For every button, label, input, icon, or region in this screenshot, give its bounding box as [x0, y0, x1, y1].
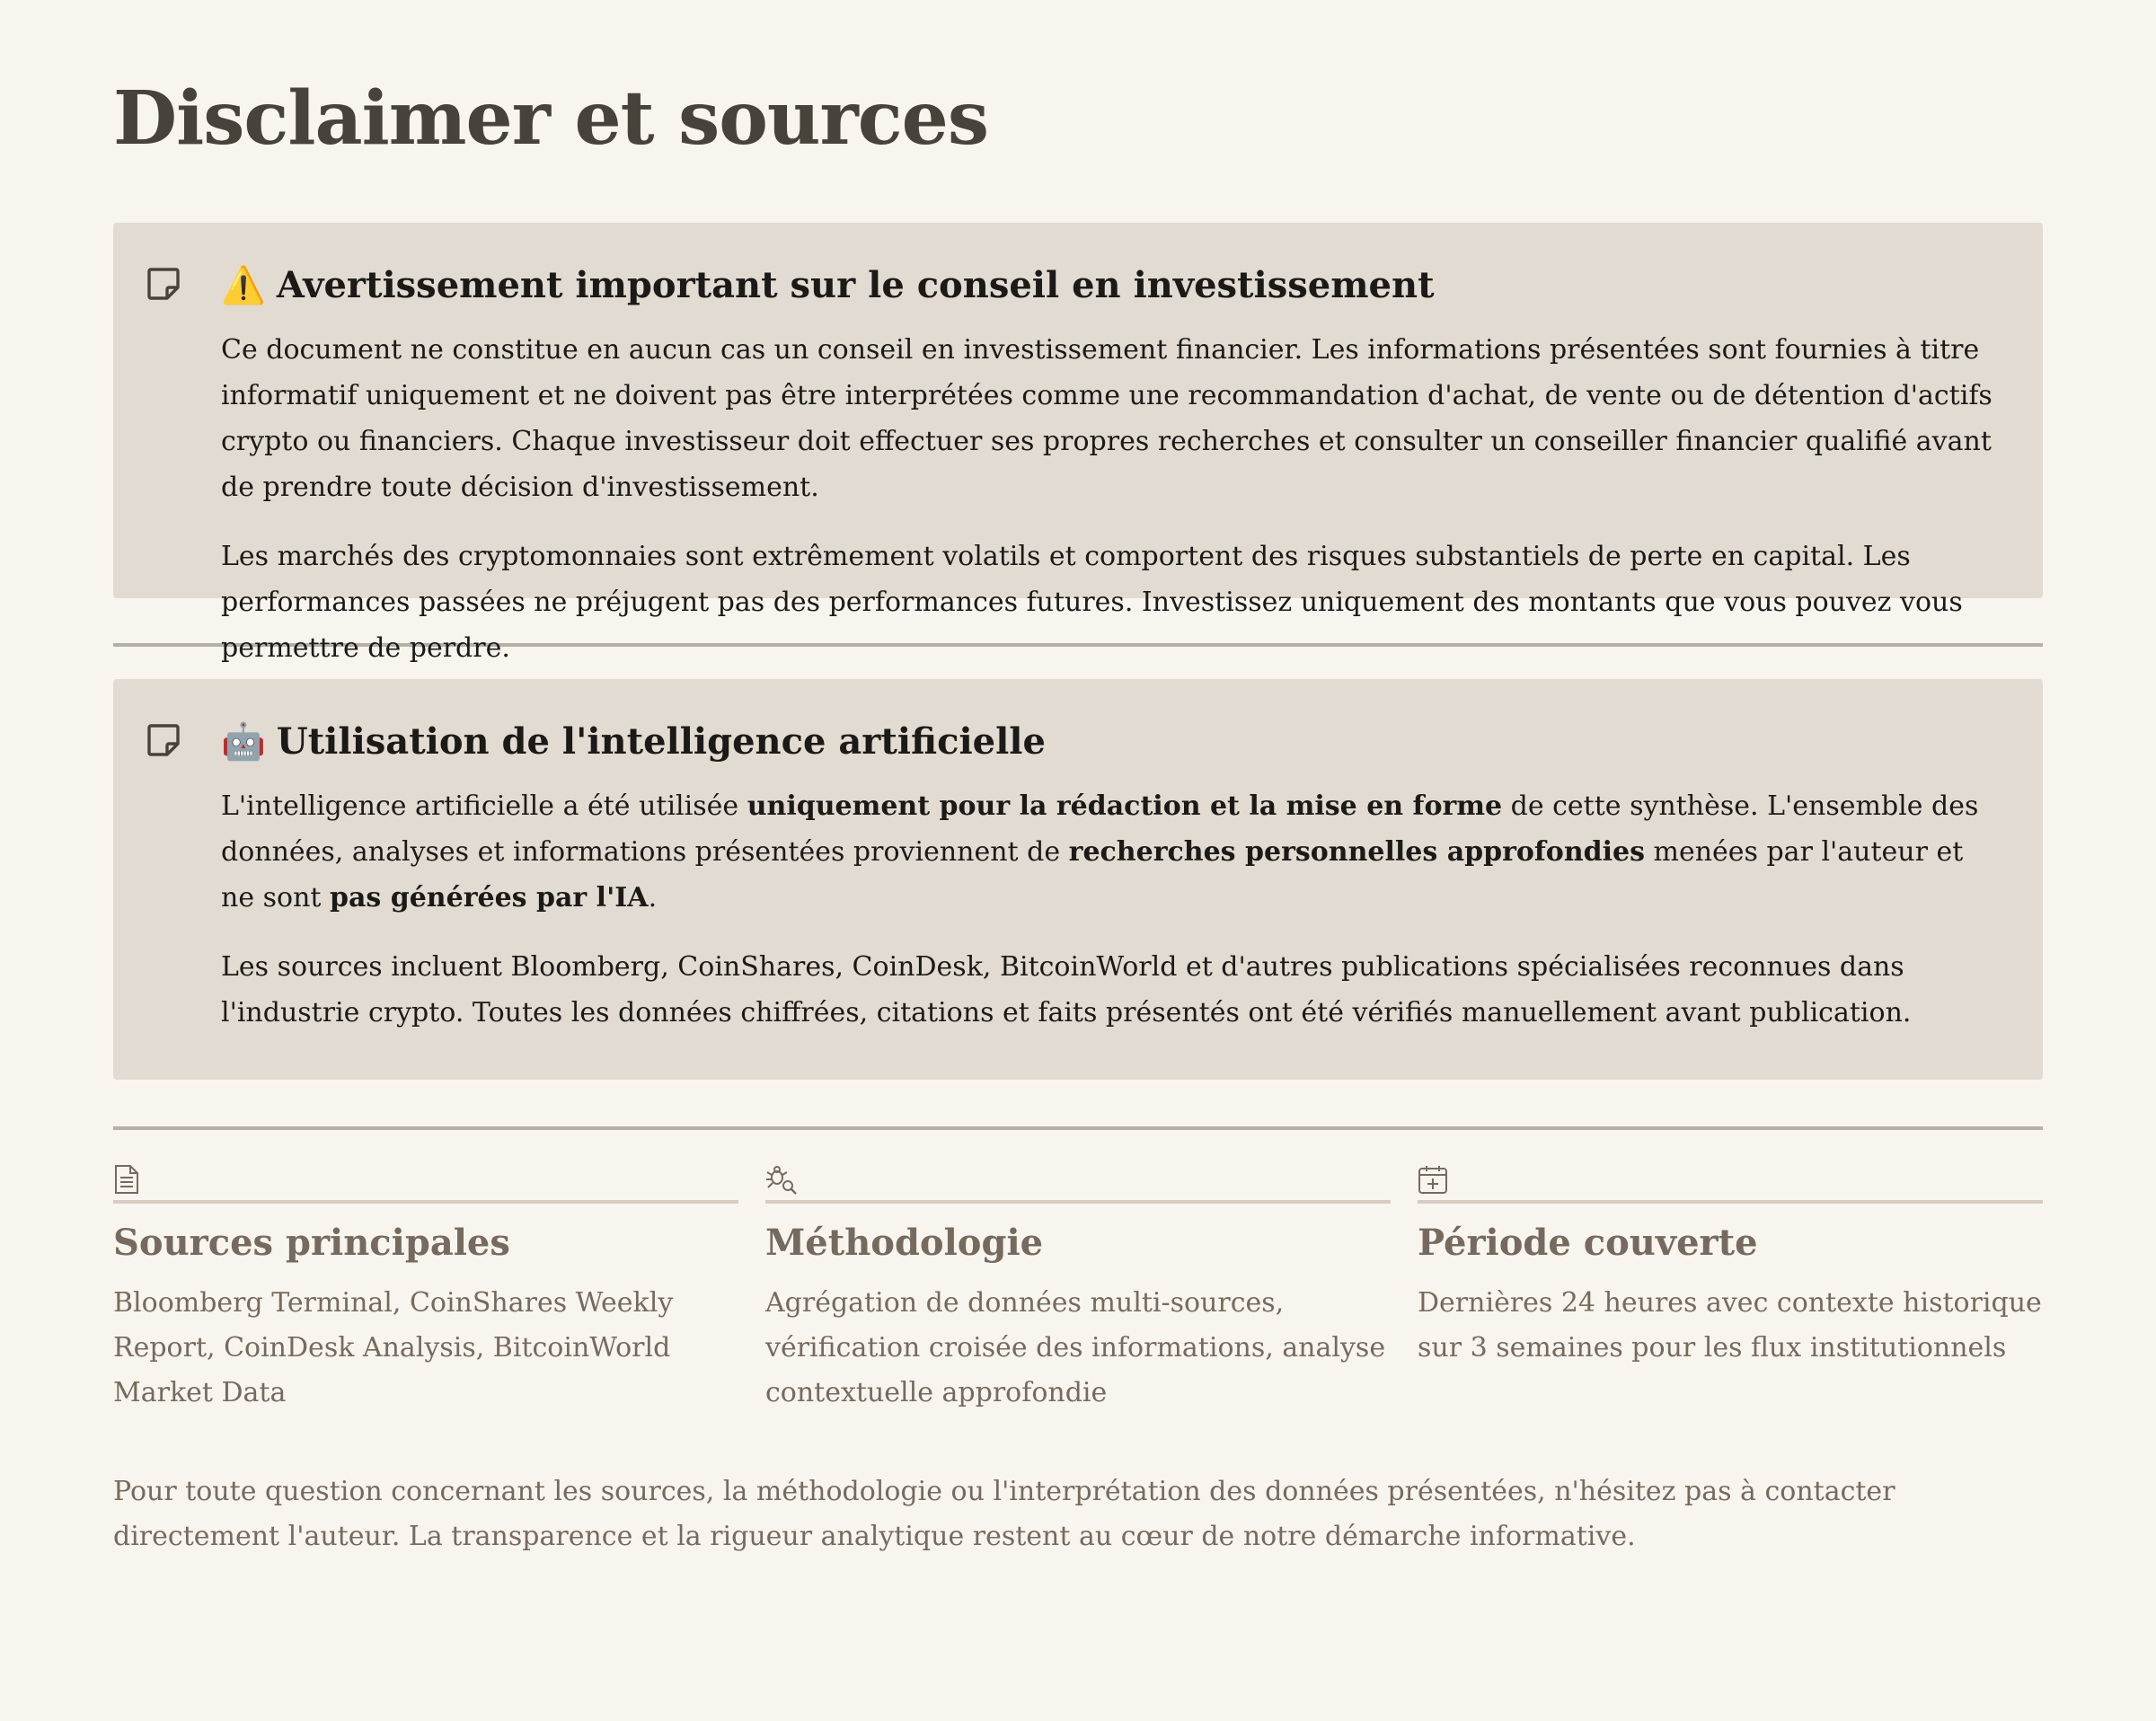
column-text: Dernières 24 heures avec contexte historique sur 3 semaines pour les flux institutionnels: [1418, 1287, 2042, 1364]
note-icon: [146, 260, 194, 564]
callout-heading: ⚠️ Avertissement important sur le conseil en investissement: [221, 264, 1435, 306]
column-title: Période couverte: [1418, 1222, 1758, 1264]
column-title: Sources principales: [113, 1222, 510, 1264]
column-text: Bloomberg Terminal, CoinShares Weekly Report, CoinDesk Analysis, BitcoinWorld Market Data: [113, 1287, 674, 1408]
bug-search-icon: [765, 1183, 798, 1200]
callout-paragraph: Ce document ne constitue en aucun cas un conseil en investissement financier. Les informations présentées sont fournies à titre informatif uniquement et ne doivent pas être interprétées comme une recommandation d'achat, de vente ou de détention d'actifs crypto ou financiers. Chaque investisseur doit effectuer ses propres recherches et consulter un conseiller financier qualifié avant de prendre toute décision d'investissement.: [221, 334, 1993, 503]
callout-paragraph: L'intelligence artificielle a été utilisée uniquement pour la rédaction et la mise en forme de cette synthèse. L'ensemble des données, analyses et informations présentées proviennent de recherches personnelles approfondies menées par l'auteur et ne sont pas générées par l'IA.: [221, 790, 1979, 913]
callout-paragraph: Les sources incluent Bloomberg, CoinShares, CoinDesk, BitcoinWorld et d'autres publications spécialisées reconnues dans l'industrie crypto. Toutes les données chiffrées, citations et faits présentés ont été vérifiés manuellement avant publication.: [221, 951, 1912, 1028]
note-icon: [146, 717, 194, 1046]
column-text: Agrégation de données multi-sources, vérification croisée des informations, analyse contextuelle approfondie: [765, 1287, 1386, 1408]
page-title: Disclaimer et sources: [113, 75, 989, 162]
document-icon: [113, 1181, 140, 1198]
investment-warning-callout: [113, 223, 2043, 664]
ai-usage-callout: [113, 679, 2043, 1080]
calendar-add-icon: [1418, 1181, 1448, 1198]
column-title: Méthodologie: [765, 1222, 1044, 1264]
methodology-column: [765, 1164, 1391, 1416]
info-columns: [113, 1164, 2043, 1416]
callout-paragraph: Les marchés des cryptomonnaies sont extrêmement volatils et comportent des risques substantiels de perte en capital. Les performances passées ne préjugent pas des performances futures. Investissez uniquement des montants que vous pouvez vous permettre de perdre.: [221, 541, 1963, 664]
robot-icon: 🤖: [221, 721, 266, 763]
footer-text: Pour toute question concernant les sources, la méthodologie ou l'interprétation des données présentées, n'hésitez pas à contacter directement l'auteur. La transparence et la rigueur analytique restent au cœur de notre démarche informative.: [113, 1476, 1895, 1552]
callout-heading: 🤖 Utilisation de l'intelligence artificielle: [221, 720, 1046, 763]
warning-icon: ⚠️: [221, 265, 266, 306]
sources-column: [113, 1164, 738, 1416]
period-column: [1418, 1164, 2043, 1416]
